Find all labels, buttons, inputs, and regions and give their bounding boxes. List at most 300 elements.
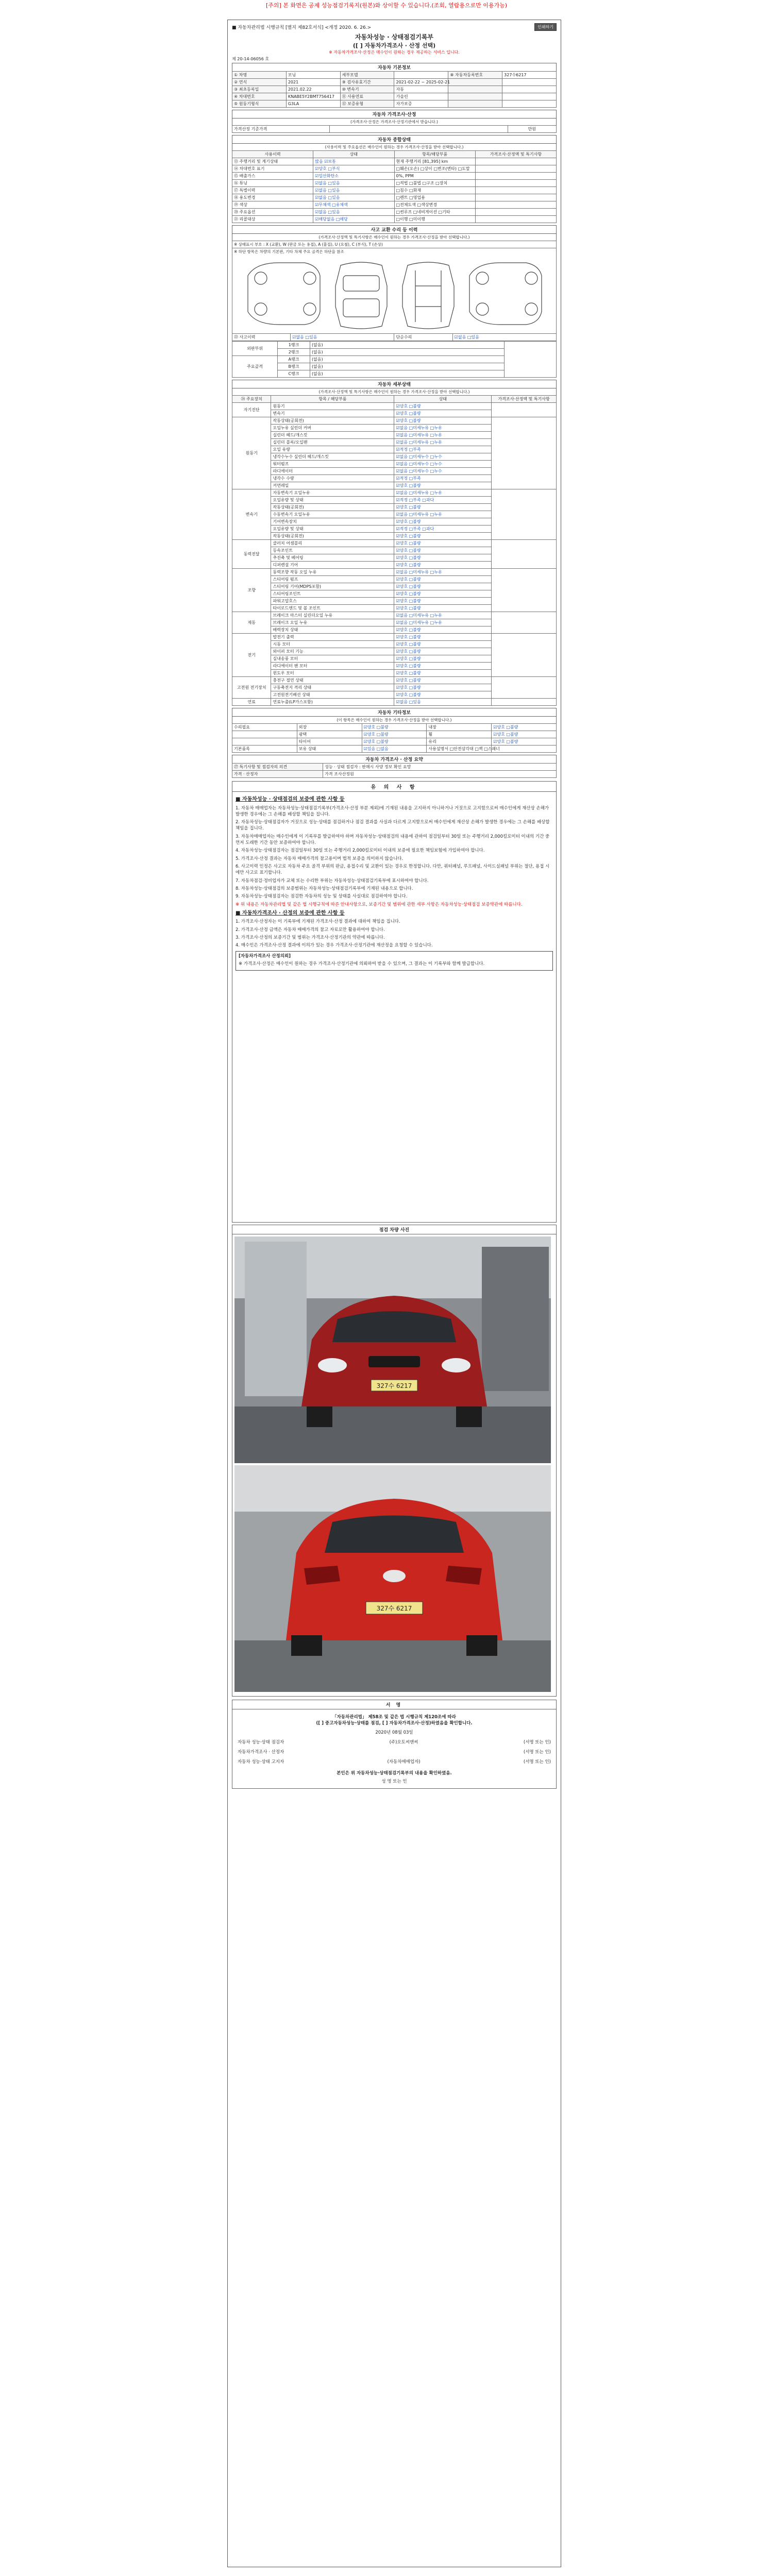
basic-label: 세부모델 (340, 72, 394, 79)
general-header: 사용이력 (232, 151, 313, 158)
price-value (329, 126, 508, 133)
detail-state: ☑없음 □미세누유 □누유 (394, 489, 492, 497)
detail-state: ☑양호 □불량 (394, 403, 492, 410)
price-unit: 만원 (508, 126, 556, 133)
inspector-value: (주)오토씨앤씨 (389, 1740, 418, 1745)
detail-item: 실내송풍 모터 (271, 655, 394, 663)
special-title: 자동차 가격조사 · 산정 요약 (232, 755, 557, 763)
car-diagram (232, 255, 557, 333)
basic-label: ⑤ 원동기형식 (232, 100, 287, 108)
etc-cell: 기본품목 (232, 745, 297, 753)
general-row (232, 209, 557, 216)
remark-paragraph: 8. 자동차성능·상태점검의 보증범위는 자동차성능·상태점검기록부에 기재된 내용으로 합니다. (236, 886, 413, 891)
detail-item: 충전구 절연 상태 (271, 677, 394, 684)
detail-title: 자동차 세부상태 (232, 380, 557, 388)
basic-value: 자가보증 (394, 100, 448, 108)
general-detail: 0%, PPM (394, 173, 475, 180)
price-option-note: ※ 자동차가격조사·산정은 매수인이 원하는 경우 제공하는 서비스 입니다. (329, 50, 460, 55)
detail-item: 변속기 (271, 410, 394, 417)
detail-item: 오일유량 및 상태 (271, 526, 394, 533)
signature-footer: 본인은 위 자동차성능·상태점검기록부의 내용을 확인하였음. (337, 1771, 452, 1776)
detail-row (232, 677, 557, 684)
signature-box (232, 1709, 557, 1789)
detail-remark (492, 540, 557, 569)
signature-title: 서 명 (232, 1700, 557, 1709)
detail-item: 냉각수 수량 (271, 475, 394, 482)
detail-row (232, 540, 557, 547)
general-detail: □적법 □불법 □구조 □장치 (394, 180, 475, 187)
detail-state: ☑없음 □미세누유 □누유 (394, 439, 492, 446)
general-row (232, 165, 557, 173)
remarks-section1-title: ■ 자동차성능 · 상태점검의 보증에 관한 사항 등 (236, 796, 345, 802)
detail-group: 고전원 전기장치 (232, 677, 271, 699)
basic-label: ⑨ 검사유효기간 (340, 79, 394, 86)
page-title: 자동차성능 · 상태점검기록부 (355, 33, 434, 41)
detail-item: 스티어링 펌프 (271, 576, 394, 583)
general-remark (475, 158, 556, 165)
detail-item: 라디에이터 팬 모터 (271, 663, 394, 670)
detail-state: ☑적정 □부족 (394, 475, 492, 482)
detail-item: 수동변속기 오일누유 (271, 511, 394, 518)
general-state: ☑없음 □있음 (313, 180, 394, 187)
photo-title: 점검 차량 사진 (232, 1225, 557, 1234)
general-detail: □전체도색 □색상변경 (394, 201, 475, 209)
detail-item: 와이퍼 모터 기능 (271, 648, 394, 655)
rankC-label: C랭크 (278, 370, 310, 378)
etc-cell: 유리 (427, 738, 492, 745)
etc-cell: 사용설명서 □안전삼각대 □잭 □스패너 (427, 745, 492, 753)
general-header-row (232, 151, 557, 158)
detail-group: 원동기 (232, 417, 271, 489)
detail-header: 항목 / 해당부품 (271, 396, 394, 403)
general-state: 많음 ☑보통 (313, 158, 394, 165)
outer-panel-label: 외판부위 (232, 342, 278, 356)
notifier-value: (자동차매매업자) (387, 1759, 421, 1765)
detail-group: 전기 (232, 634, 271, 677)
detail-note: (가격조사·산정액 및 특기사항은 매수인이 원하는 경우 가격조사·산정을 받아 선택합니다.) (232, 388, 557, 395)
general-item: ⑮ 배출가스 (232, 173, 313, 180)
detail-item: 디퍼렌셜 기어 (271, 562, 394, 569)
notifier-sign: (서명 또는 인) (523, 1759, 551, 1765)
signature-row-inspector (238, 1739, 551, 1745)
detail-state: ☑적정 □부족 (394, 446, 492, 453)
remark-paragraph: 4. 자동차성능·상태점검자는 점검일부터 30일 또는 주행거리 2,000킬로미터 이내의 보증에 필요한 책임보험에 가입하여야 합니다. (236, 848, 485, 854)
remark-paragraph: 6. 사고이력 인정은 사고로 자동차 주요 골격 부위의 판금, 용접수리 및 교환이 있는 경우로 한정합니다. 다만, 쿼터패널, 루프패널, 사이드실패널 부위는 절단, 용접 시에만 사고로 표기합니다. (236, 864, 550, 876)
detail-row (232, 403, 557, 410)
general-remark (475, 201, 556, 209)
remarks-section2-title: ■ 자동차가격조사 · 산정의 보증에 관한 사항 등 (236, 910, 345, 916)
print-button[interactable]: 인쇄하기 (534, 23, 557, 31)
detail-state: ☑양호 □불량 (394, 540, 492, 547)
etc-cell: ☑양호 □불량 (362, 731, 427, 738)
rank2-value: (없음) (310, 349, 504, 356)
detail-state: ☑없음 □미세누수 □누수 (394, 453, 492, 461)
general-detail: □썬루프 □네비게이션 □기타 (394, 209, 475, 216)
general-status-note: (사용이력 및 주요옵션은 매수인이 원하는 경우 가격조사·산정을 받아 선택합니다.) (232, 143, 557, 150)
detail-item: 브레이크 오일 누유 (271, 619, 394, 626)
basic-value (502, 79, 557, 86)
detail-state: ☑없음 □미세누수 □누수 (394, 461, 492, 468)
detail-item: 오일누유 실린더 커버 (271, 425, 394, 432)
etc-row (232, 724, 557, 731)
detail-row (232, 699, 557, 706)
detail-item: 커먼레일 (271, 482, 394, 489)
basic-label (448, 79, 502, 86)
signature-row-pricer (238, 1749, 551, 1755)
rankA-value: (없음) (310, 356, 504, 363)
remark-paragraph: 2. 자동차성능·상태점검자가 거짓으로 성능·상태를 점검하거나 점검 결과를 사실과 다르게 고지함으로써 매수인에게 재산상 손해가 발생한 경우에는 그 손해를 배상할 책임을 집니다. (236, 820, 550, 832)
price-note: (가격조사·산정은 가격조사·산정기관에서 받습니다.) (232, 118, 557, 125)
detail-row (232, 634, 557, 641)
special-row (232, 764, 557, 771)
detail-row (232, 489, 557, 497)
detail-remark (492, 634, 557, 677)
pricer-label: 자동차가격조사 · 산정자 (238, 1750, 284, 1755)
etc-title: 자동차 기타정보 (232, 708, 557, 716)
etc-cell (492, 745, 557, 753)
general-item: ㉑ 리콜대상 (232, 216, 313, 223)
remark-paragraph: 4. 매수인은 가격조사·산정 결과에 이의가 있는 경우 가격조사·산정기관에 재산정을 요청할 수 있습니다. (236, 943, 433, 948)
detail-item: 등속조인트 (271, 547, 394, 554)
basic-info-table (232, 71, 557, 108)
etc-cell: 수리필요 (232, 724, 297, 731)
detail-state: ☑양호 □불량 (394, 598, 492, 605)
detail-state: ☑양호 □불량 (394, 605, 492, 612)
general-remark (475, 194, 556, 201)
general-state: ☑무채색 □유채색 (313, 201, 394, 209)
detail-item: 기어변속장치 (271, 518, 394, 526)
detail-state: ☑양호 □불량 (394, 547, 492, 554)
detail-item: 실린더 블록/오일팬 (271, 439, 394, 446)
detail-state: ☑없음 □미세누유 □누유 (394, 569, 492, 576)
detail-item: 스티어링조인트 (271, 590, 394, 598)
car-outline-diagram (232, 255, 557, 333)
detail-item: 윈도우 모터 (271, 670, 394, 677)
inspector-label: 자동차 성능·상태 점검자 (238, 1740, 284, 1745)
form-number-row (232, 23, 557, 30)
general-detail: □침수 □화재 (394, 187, 475, 194)
car-photo-rear (234, 1465, 554, 1692)
special-label: ㉗ 특기사항 및 점검자의 의견 (232, 764, 323, 771)
detail-item: 라디에이터 (271, 468, 394, 475)
etc-cell: ☑양호 □불량 (362, 724, 427, 731)
detail-state: ☑양호 □불량 (394, 410, 492, 417)
detail-remark (492, 569, 557, 612)
signature-footer2: 성 명 또는 인 (381, 1779, 407, 1784)
detail-item: 워터펌프 (271, 461, 394, 468)
general-remark (475, 165, 556, 173)
detail-header: ㉔ 주요장치 (232, 396, 271, 403)
detail-state: ☑양호 □불량 (394, 590, 492, 598)
basic-label: ② 연식 (232, 79, 287, 86)
general-item: ⑳ 주요옵션 (232, 209, 313, 216)
remark-paragraph: 1. 자동차 매매업자는 자동차성능·상태점검기록부(가격조사·산정 부분 제외)에 기재된 내용을 고지하지 아니하거나 거짓으로 고지함으로써 매수인에게 재산상 손해가 발생한 경우에는 그 손해를 배상할 책임을 집니다. (236, 805, 549, 817)
detail-state: ☑양호 □불량 (394, 655, 492, 663)
basic-label: ⑫ 보증유형 (340, 100, 394, 108)
general-item: ⑱ 용도변경 (232, 194, 313, 201)
rank1-label: 1랭크 (278, 342, 310, 349)
etc-cell: 휠 (427, 731, 492, 738)
detail-state: ☑양호 □불량 (394, 691, 492, 699)
general-detail: □이행 □미이행 (394, 216, 475, 223)
etc-row (232, 738, 557, 745)
price-table (232, 125, 557, 133)
remark-paragraph: 7. 자동차점검·정비업자가 교체 또는 수리한 부위는 자동차성능·상태점검기록부에 표시하여야 합니다. (236, 878, 429, 884)
detail-state: ☑양호 □불량 (394, 554, 492, 562)
remarks-section2 (236, 919, 553, 948)
remark-paragraph: 5. 가격조사·산정 결과는 자동차 매매가격의 참고용이며 법적 보증을 의미하지 않습니다. (236, 856, 404, 861)
general-remark (475, 180, 556, 187)
etc-cell: 타이어 (297, 738, 362, 745)
price-request-title: [자동차가격조사 산정의뢰] (239, 953, 291, 959)
basic-row (232, 79, 557, 86)
detail-remark (492, 403, 557, 417)
general-row (232, 158, 557, 165)
detail-state: ☑없음 □미세누유 □누유 (394, 612, 492, 619)
remarks-body (232, 792, 557, 1223)
detail-state: ☑양호 □불량 (394, 417, 492, 425)
detail-item: 배력장치 상태 (271, 626, 394, 634)
general-row (232, 180, 557, 187)
basic-value (502, 100, 557, 108)
remark-paragraph: 2. 가격조사·산정 금액은 자동차 매매가격의 참고 자료로만 활용하여야 합니다. (236, 927, 385, 933)
basic-label (448, 86, 502, 93)
detail-group: 자기진단 (232, 403, 271, 417)
signature-row-notifier (238, 1758, 551, 1765)
detail-item: 원동기 (271, 403, 394, 410)
price-label: 가격산정 기준가격 (232, 126, 330, 133)
basic-value (394, 72, 448, 79)
inspection-sheet (227, 20, 561, 2567)
detail-item: 발전기 출력 (271, 634, 394, 641)
remark-paragraph: 3. 자동차매매업자는 매수인에게 이 기록부를 발급하여야 하며 자동차성능·상태점검의 내용에 관하여 점검일부터 30일 또는 주행거리 2,000킬로미터 이내의 기간 중 먼저 도래한 기간 동안 보증하여야 합니다. (236, 834, 550, 846)
general-status-title: 자동차 종합상태 (232, 135, 557, 143)
detail-group: 연료 (232, 699, 271, 706)
etc-row (232, 745, 557, 753)
basic-value: 자동 (394, 86, 448, 93)
damage-table (232, 333, 557, 341)
basic-value (502, 86, 557, 93)
rankB-value: (없음) (310, 363, 504, 370)
basic-label (448, 93, 502, 100)
general-header: 상태 (313, 151, 394, 158)
detail-group: 제동 (232, 612, 271, 634)
accident-value: ☑없음 □있음 (291, 334, 394, 341)
detail-item: 작동상태(공회전) (271, 504, 394, 511)
detail-state: ☑적정 □부족 □과다 (394, 497, 492, 504)
detail-state: ☑적정 □부족 □과다 (394, 526, 492, 533)
detail-state: ☑양호 □불량 (394, 648, 492, 655)
general-row (232, 194, 557, 201)
notice-banner (0, 0, 773, 11)
rear-plate: 327수 6217 (376, 1605, 412, 1612)
detail-item: 동력조향 작동 오일 누유 (271, 569, 394, 576)
basic-row (232, 93, 557, 100)
detail-remark (492, 677, 557, 699)
general-state: ☑해당없음 □해당 (313, 216, 394, 223)
basic-value: KNABE5Y2BMT756417 (286, 93, 340, 100)
etc-cell: 내장 (427, 724, 492, 731)
detail-remark (492, 489, 557, 540)
remark-paragraph: 9. 자동차성능·상태점검자는 점검한 자동차의 성능 및 상태를 사실대로 점검하여야 합니다. (236, 894, 408, 900)
remark-paragraph: 3. 가격조사·산정의 보증기간 및 범위는 가격조사·산정기관의 약관에 따릅니다. (236, 935, 385, 940)
basic-value: 327수6217 (502, 72, 557, 79)
general-remark (475, 209, 556, 216)
detail-state: ☑없음 □있음 (394, 699, 492, 706)
general-header: 가격조사·산정액 및 특기사항 (475, 151, 556, 158)
basic-label (448, 100, 502, 108)
general-detail: □훼손(오손) □상이 □변조(변타) □도말 (394, 165, 475, 173)
special-table (232, 763, 557, 778)
basic-value: 모닝 (286, 72, 340, 79)
rank1-value: (없음) (310, 342, 504, 349)
detail-state: ☑없음 □미세누유 □누유 (394, 432, 492, 439)
rankB-label: B랭크 (278, 363, 310, 370)
detail-item: 오일유량 및 상태 (271, 497, 394, 504)
general-item: ⑯ 튜닝 (232, 180, 313, 187)
frame-rank-table (232, 341, 557, 378)
detail-header: 상태 (394, 396, 492, 403)
detail-item: 스티어링 기어(MDPS포함) (271, 583, 394, 590)
basic-value: 2021-02-22 ~ 2025-02-21 (394, 79, 448, 86)
general-remark (475, 173, 556, 180)
general-status-table (232, 150, 557, 223)
basic-label: ④ 차대번호 (232, 93, 287, 100)
car-rear-image (234, 1465, 551, 1692)
etc-cell (232, 731, 297, 738)
simple-repair-label: 단순수리 (394, 334, 452, 341)
damage-note: (가격조사·산정액 및 특기사항은 매수인이 원하는 경우 가격조사·산정을 받아 선택합니다.) (232, 233, 557, 241)
special-value: 가격 조사산정원 (323, 771, 557, 778)
basic-value (502, 93, 557, 100)
rankA-label: A랭크 (278, 356, 310, 363)
detail-item: 파워고압호스 (271, 598, 394, 605)
general-state: ☑양호 □부식 (313, 165, 394, 173)
notifier-label: 자동차 성능·상태 고지자 (238, 1759, 284, 1765)
detail-state: ☑없음 □미세누유 □누유 (394, 425, 492, 432)
detail-item: 작동상태(공회전) (271, 533, 394, 540)
basic-value: 2021.02.22 (286, 86, 340, 93)
general-detail: 현재 주행거리 [81,395] km (394, 158, 475, 165)
car-front-image (234, 1236, 551, 1463)
detail-item: 오일 유량 (271, 446, 394, 453)
special-label: 가격 · 산정자 (232, 771, 323, 778)
detail-item: 추진축 및 베어링 (271, 554, 394, 562)
general-state: ☑없음 □있음 (313, 187, 394, 194)
etc-row (232, 731, 557, 738)
remarks-section1 (236, 805, 553, 900)
basic-label: ⑩ 변속기 (340, 86, 394, 93)
main-frame-label: 주요골격 (232, 356, 278, 378)
front-plate: 327수 6217 (376, 1382, 412, 1389)
detail-item: 고전원전기배선 상태 (271, 691, 394, 699)
detail-table (232, 395, 557, 706)
car-photo-front (234, 1236, 554, 1463)
general-header: 항목/해당부품 (394, 151, 475, 158)
detail-state: ☑양호 □불량 (394, 562, 492, 569)
general-item: ⑭ 차대번호 표기 (232, 165, 313, 173)
detail-header: 가격조사·산정액 및 특기사항 (492, 396, 557, 403)
inspector-sign: (서명 또는 인) (523, 1740, 551, 1745)
damage-title: 사고 교환 수리 등 이력 (232, 225, 557, 233)
etc-note: (이 항목은 매수인이 원하는 경우 가격조사·산정을 받아 선택합니다.) (232, 716, 557, 723)
frame-remarks (505, 342, 557, 378)
general-row (232, 187, 557, 194)
detail-remark (492, 417, 557, 489)
detail-state: ☑양호 □불량 (394, 670, 492, 677)
remarks-title: 유 의 사 항 (232, 781, 557, 792)
detail-item: 시동 모터 (271, 641, 394, 648)
detail-group: 조향 (232, 569, 271, 612)
pricer-sign: (서명 또는 인) (523, 1750, 551, 1755)
damage-sub-legend: ※ 하단 항목은 차량의 기본판, 기타 차체 주요 골격은 하단을 참조 (232, 248, 557, 255)
detail-state: ☑양호 □불량 (394, 684, 492, 691)
notice-text: [주의] 본 화면은 공제 성능점검기록지(원본)와 상이할 수 있습니다.(조회, 열람용으로만 이용가능) (266, 2, 507, 9)
basic-row (232, 86, 557, 93)
basic-info-title: 자동차 기본정보 (232, 63, 557, 71)
special-value: 성능 · 상태 점검자 : 판매시 사양 정보 확인 요망 (323, 764, 557, 771)
detail-item: 타이로드엔드 및 볼 조인트 (271, 605, 394, 612)
remarks-red-note: ※ 위 내용은 자동차관리법 및 같은 법 시행규칙에 따른 안내사항으로, 보증기간 및 범위에 관한 세부 사항은 자동차성능·상태점검 보증약관에 따릅니다. (236, 902, 523, 907)
photo-box (232, 1234, 557, 1697)
detail-state: ☑양호 □불량 (394, 504, 492, 511)
detail-group: 동력전달 (232, 540, 271, 569)
detail-item: 실린더 헤드/개스킷 (271, 432, 394, 439)
detail-row (232, 417, 557, 425)
basic-row (232, 72, 557, 79)
detail-remark (492, 699, 557, 706)
detail-state: ☑양호 □불량 (394, 634, 492, 641)
etc-cell: 외장 (297, 724, 362, 731)
accident-label: ㉒ 사고이력 (232, 334, 291, 341)
detail-state: ☑양호 □불량 (394, 533, 492, 540)
detail-item: 냉각수누수 실린더 헤드/개스킷 (271, 453, 394, 461)
signature-intro2: ([ ] 중고자동차성능·상태를 점검, [ ] 자동차가격조사·산정)하였음을 확인합니다. (316, 1721, 473, 1726)
price-request-box (236, 951, 553, 971)
detail-state: ☑양호 □불량 (394, 482, 492, 489)
general-state: ☑없음 □있음 (313, 194, 394, 201)
signature-date: 2020년 08월 03일 (375, 1730, 413, 1735)
detail-item: 연료누출(LP가스포함) (271, 699, 394, 706)
simple-repair-value: ☑없음 □있음 (452, 334, 556, 341)
form-number: ■ 자동차관리법 시행규칙 [별지 제82호서식] <개정 2020. 6. 26.> (232, 25, 372, 30)
basic-label: ⑪ 사용연료 (340, 93, 394, 100)
basic-label: ① 차명 (232, 72, 287, 79)
signature-intro: 「자동차관리법」 제58조 및 같은 법 시행규칙 제120조에 따라 (332, 1715, 456, 1720)
price-title: 자동차 가격조사·산정 (232, 110, 557, 118)
detail-state: ☑없음 □미세누수 □누수 (394, 468, 492, 475)
general-row (232, 173, 557, 180)
general-state: ☑일산화탄소 (313, 173, 394, 180)
general-item: ⑬ 주행거리 및 계기상태 (232, 158, 313, 165)
detail-group: 변속기 (232, 489, 271, 540)
detail-item: 자동변속기 오일누유 (271, 489, 394, 497)
general-remark (475, 216, 556, 223)
detail-item: 작동상태(공회전) (271, 417, 394, 425)
etc-cell (232, 738, 297, 745)
basic-row (232, 100, 557, 108)
certificate-number: 제 20-14-06056 호 (232, 57, 270, 61)
basic-value: 가솔린 (394, 93, 448, 100)
basic-value: G3LA (286, 100, 340, 108)
basic-value: 2021 (286, 79, 340, 86)
etc-cell: ☑양호 □불량 (492, 724, 557, 731)
detail-state: ☑양호 □불량 (394, 641, 492, 648)
etc-cell: 광택 (297, 731, 362, 738)
detail-state: ☑양호 □불량 (394, 576, 492, 583)
price-request-text: ※ 가격조사·산정은 매수인이 원하는 경우 가격조사·산정기관에 의뢰하여 받을 수 있으며, 그 결과는 이 기록부와 함께 발급합니다. (239, 961, 485, 967)
etc-cell: 보유 상태 (297, 745, 362, 753)
